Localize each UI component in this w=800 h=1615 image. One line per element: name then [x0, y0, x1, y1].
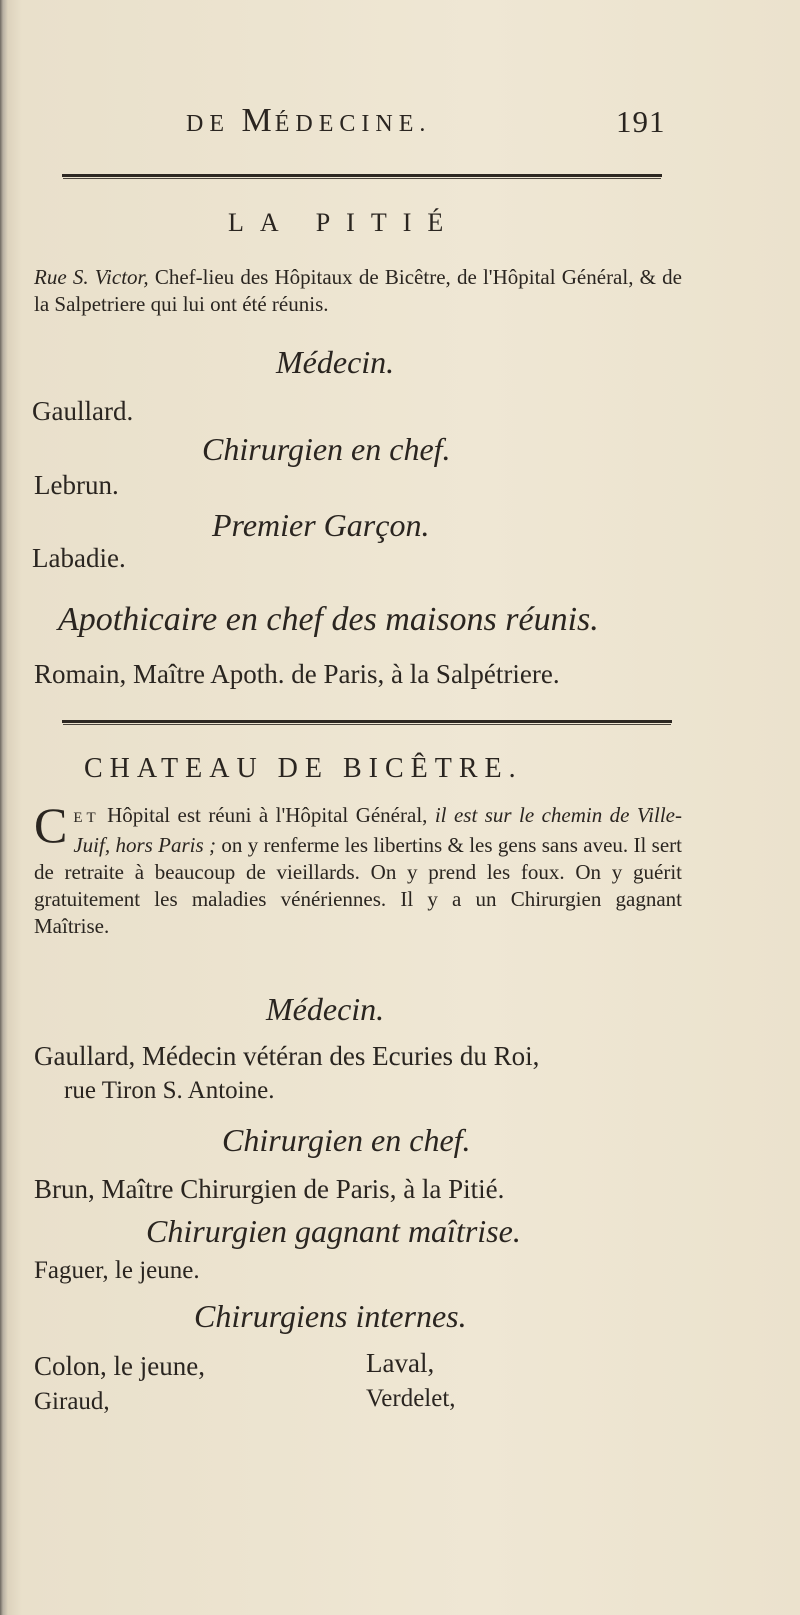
bicetre-interne-3: Giraud, — [34, 1388, 110, 1415]
pitie-name-garcon: Labadie. — [32, 543, 126, 573]
pitie-name-apothicaire: Romain, Maître Apoth. de Paris, à la Salpétriere. — [34, 659, 560, 689]
bicetre-name-medecin-address: rue Tiron S. Antoine. — [64, 1077, 275, 1104]
section-title-pitie: LA PITIÉ — [228, 208, 460, 237]
page-number: 191 — [616, 104, 666, 139]
bicetre-lead: ET — [73, 810, 100, 826]
pitie-heading-garcon: Premier Garçon. — [212, 507, 430, 543]
running-head-rest: ÉDECINE. — [274, 111, 432, 137]
pitie-intro-text: Chef-lieu des Hôpitaux de Bicêtre, de l'Hôpital Général, & de la Salpetriere qui lui ont été réunis. — [34, 265, 682, 316]
bicetre-interne-2: Laval, — [366, 1348, 435, 1378]
bicetre-name-chirurgien: Brun, Maître Chirurgien de Paris, à la Pitié. — [34, 1174, 505, 1204]
bicetre-heading-chirurgien: Chirurgien en chef. — [222, 1122, 471, 1158]
pitie-intro — [34, 264, 682, 318]
bicetre-intro-italic: il est sur le chemin de Ville-Juif, hors Paris ; — [73, 803, 682, 857]
pitie-heading-apothicaire: Apothicaire en chef des maisons réunis. — [58, 601, 599, 638]
running-head — [0, 102, 800, 142]
running-head-title — [186, 102, 431, 140]
running-head-initial: M — [241, 102, 275, 139]
bicetre-name-medecin: Gaullard, Médecin vétéran des Ecuries du Roi, — [34, 1041, 540, 1071]
bicetre-intro-a: Hôpital est réuni à l'Hôpital Général, — [107, 803, 428, 827]
bicetre-intro — [34, 797, 682, 940]
bicetre-interne-4: Verdelet, — [366, 1385, 456, 1412]
section-rule — [62, 720, 672, 723]
running-head-prefix: DE — [186, 111, 230, 137]
bicetre-heading-gagnant: Chirurgien gagnant maîtrise. — [146, 1213, 521, 1249]
bicetre-interne-1: Colon, le jeune, — [34, 1351, 205, 1381]
pitie-heading-medecin: Médecin. — [276, 344, 395, 380]
bicetre-heading-medecin: Médecin. — [266, 991, 385, 1027]
pitie-name-chirurgien: Lebrun. — [34, 470, 119, 500]
bicetre-dropcap: C — [34, 797, 68, 853]
pitie-name-medecin: Gaullard. — [32, 396, 134, 426]
head-rule — [62, 174, 662, 177]
pitie-intro-street: Rue S. Victor, — [34, 265, 149, 289]
bicetre-heading-internes: Chirurgiens internes. — [194, 1298, 467, 1334]
section-title-bicetre: CHATEAU DE BICÊTRE. — [84, 753, 523, 784]
pitie-heading-chirurgien: Chirurgien en chef. — [202, 431, 451, 467]
bicetre-intro-b: on y renferme les libertins & les gens sans aveu. Il sert de retraite à beaucoup de vieillards. On y prend les foux. On y guérit gratuitement les maladies vénériennes. Il y a un Chirurgien gagnant Maîtrise. — [34, 833, 682, 938]
bicetre-name-gagnant: Faguer, le jeune. — [34, 1257, 200, 1284]
